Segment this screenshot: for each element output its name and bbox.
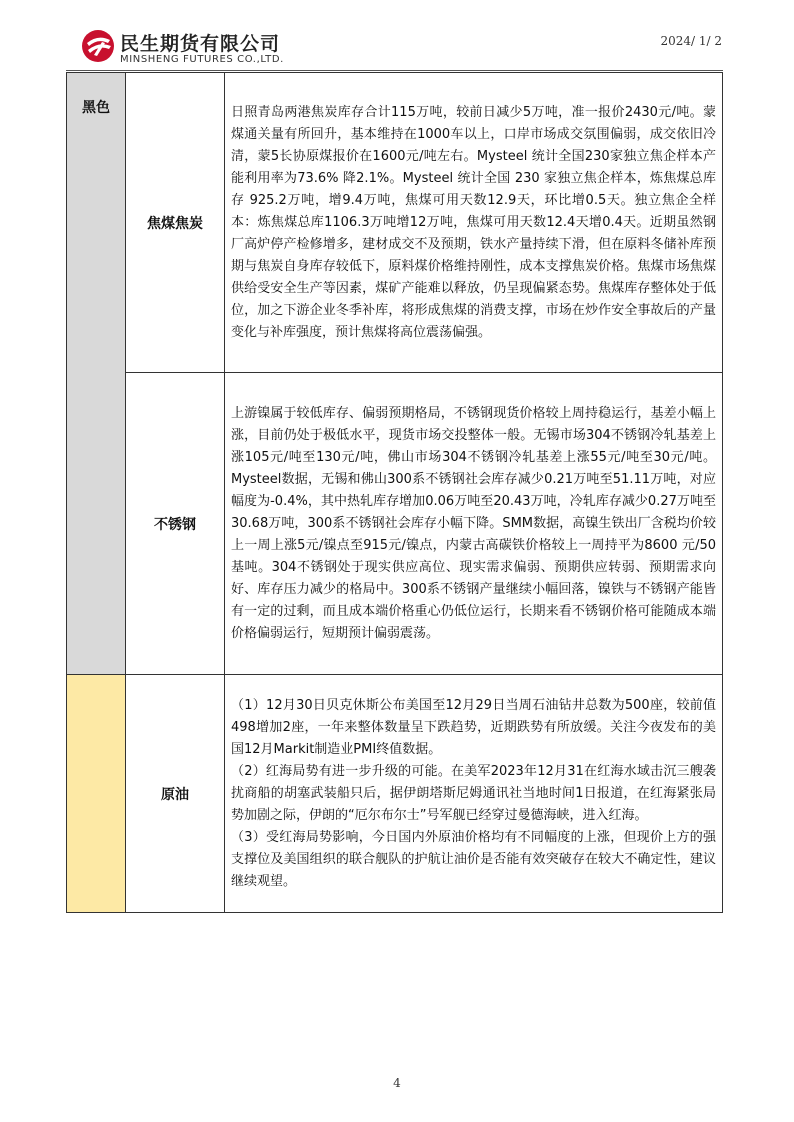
page-header (76, 24, 722, 70)
commodity-name-cell (126, 675, 225, 913)
commodity-commentary-cell (225, 73, 723, 373)
company-name-cn: 民生期货有限公司 (120, 33, 281, 55)
commodity-name: 焦煤焦炭 (147, 215, 203, 232)
commodity-name: 不锈钢 (154, 516, 196, 533)
table-row (67, 73, 723, 373)
category-cell-energy (67, 675, 126, 913)
commodity-name-cell (126, 373, 225, 675)
table-row (67, 675, 723, 913)
commodity-table (66, 72, 723, 913)
company-name-en: MINSHENG FUTURES CO.,LTD. (120, 54, 284, 65)
page-number: 4 (393, 1076, 401, 1090)
category-cell-black (67, 73, 126, 675)
header-divider (66, 70, 723, 71)
company-logo-icon (80, 28, 116, 64)
commodity-name: 原油 (161, 786, 189, 803)
commentary-paragraph: 上游镍属于较低库存、偏弱预期格局，不锈钢现货价格较上周持稳运行，基差小幅上涨，目前仍处于极低水平，现货市场交投整体一般。无锡市场304不锈钢冷轧基差上涨105元/吨至130元/吨，佛山市场304不锈钢冷轧基差上涨55元/吨至30元/吨。Mysteel数据，无锡和佛山300系不锈钢社会库存减少0.21万吨至51.11万吨，对应幅度为-0.4%，其中热轧库存增加0.06万吨至20.43万吨，冷轧库存减少0.27万吨至30.68万吨，300系不锈钢社会库存小幅下降。SMM数据，高镍生铁出厂含税均价较上一周上涨5元/镍点至915元/镍点，内蒙古高碳铁价格较上一周持平为8600 元/50基吨。304不锈钢处于现实供应高位、现实需求偏弱、预期供应转弱、预期需求向好、库存压力减少的格局中。300系不锈钢产量继续小幅回落，镍铁与不锈钢产能皆有一定的过剩，而且成本端价格重心仍低位运行，长期来看不锈钢价格可能随成本端价格偏弱运行，短期预计偏弱震荡。 (231, 405, 716, 641)
commentary-paragraph: （1）12月30日贝克休斯公布美国至12月29日当周石油钻井总数为500座，较前值498增加2座，一年来整体数量呈下跌趋势，近期跌势有所放缓。关注今夜发布的美国12月Markit制造业PMI终值数据。 (231, 697, 716, 757)
report-date: 2024/ 1/ 2 (660, 34, 722, 48)
commentary-paragraph: 日照青岛两港焦炭库存合计115万吨，较前日减少5万吨，准一报价2430元/吨。蒙煤通关量有所回升，基本维持在1000车以上，口岸市场成交氛围偏弱，成交依旧冷清，蒙5长协原煤报价在1600元/吨左右。Mysteel 统计全国230家独立焦企样本产能利用率为73.6% 降2.1%。Mysteel 统计全国 230 家独立焦企样本，炼焦煤总库存 925.2万吨，增9.4万吨，焦煤可用天数12.9天，环比增0.5天。独立焦企全样本：炼焦煤总库1106.3万吨增12万吨，焦煤可用天数12.4天增0.4天。近期虽然钢厂高炉停产检修增多，建材成交不及预期，铁水产量持续下滑，但在原料冬储补库预期与焦炭自身库存较低下，原料煤价格维持刚性，成本支撑焦炭价格。焦煤市场焦煤供给受安全生产等因素，煤矿产能难以释放，仍呈现偏紧态势。焦煤库存整体处于低位，加之下游企业冬季补库，将形成焦煤的消费支撑，市场在炒作安全事故后的产量变化与补库强度，预计焦煤将高位震荡偏强。 (231, 104, 716, 340)
commentary-paragraph: （3）受红海局势影响，今日国内外原油价格均有不同幅度的上涨，但现价上方的强支撑位及美国组织的联合舰队的护航让油价是否能有效突破存在较大不确定性，建议继续观望。 (231, 829, 716, 889)
commentary-paragraph: （2）红海局势有进一步升级的可能。在美军2023年12月31在红海水域击沉三艘袭扰商船的胡塞武装船只后，据伊朗塔斯尼姆通讯社当地时间1日报道，在红海紧张局势加剧之际，伊朗的“厄尔布尔士”号军舰已经穿过曼德海峡，进入红海。 (231, 763, 716, 823)
commodity-name-cell (126, 73, 225, 373)
table-row (67, 373, 723, 675)
category-label: 黑色 (82, 100, 110, 116)
commodity-commentary-cell (225, 675, 723, 913)
commodity-commentary-cell (225, 373, 723, 675)
